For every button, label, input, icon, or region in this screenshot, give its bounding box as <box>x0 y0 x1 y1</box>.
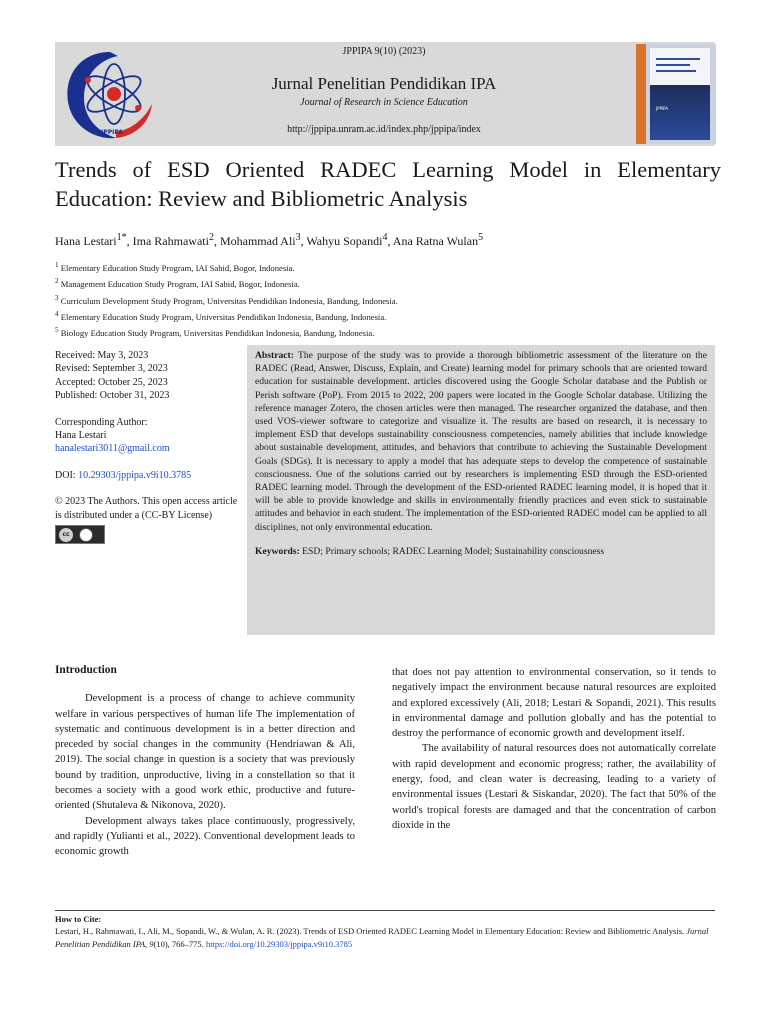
license-text: © 2023 The Authors. This open access article is distributed under a (CC-BY License) <box>55 496 238 521</box>
affiliation: $^3$ Curriculum Development Study Program, Universitas Pendidikan Indonesia, Bandung, Indonesia. <box>55 293 398 306</box>
paragraph: Development is a process of change to achieve community welfare in various perspectives of human life The implementation of systematic and continuous development is in a better direction and preceded by social changes in the community (Hendriawan & Ali, 2019). The social change in question is a society that was previously bound by tradition, unproductive, living in a constellation so that it becomes a society with a good work ethic, productive and future-oriented (Shutaleva & Nikonova, 2020). <box>55 693 355 812</box>
author: Mohammad Ali <box>219 234 296 248</box>
by-icon <box>79 528 93 542</box>
received-date: Received: May 3, 2023 <box>55 350 149 361</box>
author: Ana Ratna Wulan <box>392 234 479 248</box>
cite-text: Lestari, H., Rahmawati, I., Ali, M., Sopandi, W., & Wulan, A. R. (2023). Trends of ESD Oriented RADEC Learning Model in Elementary Education: Review and Bibliometric Analysis. Jurnal Penelitian Pendidikan IPA, 9(10), 766–775. https://doi.org/10.29303/jppipa.v9i10.3785 <box>55 926 709 949</box>
doi-line: DOI: 10.29303/jppipa.v9i10.3785 <box>55 469 192 481</box>
affiliation: $^4$ Elementary Education Study Program, Universitas Pendidikan Indonesia, Bandung, Indonesia. <box>55 309 387 322</box>
corresponding-label: Corresponding Author: <box>55 416 148 428</box>
doi-link[interactable]: 10.29303/jppipa.v9i10.3785 <box>78 469 192 481</box>
author: Hana Lestari <box>55 234 117 248</box>
body-column-right <box>392 665 716 833</box>
paper-title: Trends of ESD Oriented RADEC Learning Model in Elementary Education: Review and Bibliometric Analysis <box>55 157 721 211</box>
journal-volume: JPPIPA 9(10) (2023) <box>342 46 426 57</box>
abstract-box <box>247 345 715 635</box>
author: Ima Rahmawati <box>132 234 209 248</box>
section-heading: Introduction <box>55 664 117 676</box>
cite-label: How to Cite: <box>55 914 102 924</box>
affiliation-list <box>55 259 721 340</box>
email-link[interactable]: hanalestari3011@gmail.com <box>55 443 170 455</box>
affiliation: $^5$ Biology Education Study Program, Universitas Pendidikan Indonesia, Bandung, Indonesia. <box>55 326 375 338</box>
accepted-date: Accepted: October 25, 2023 <box>55 376 168 388</box>
keywords: Keywords: ESD; Primary schools; RADEC Learning Model; Sustainability consciousness <box>255 545 605 557</box>
journal-url[interactable]: http://jppipa.unram.ac.id/index.php/jppipa/index <box>287 124 481 135</box>
affiliation: $^2$ Management Education Study Program, IAI Sahid, Bogor, Indonesia. <box>55 277 300 290</box>
paragraph: that does not pay attention to environmental conservation, so it tends to negatively impact the environment because natural resources are exploited and explored excessively (Ali, 2018; Lestari & Sopandi, 2021). This results in environmental damage and pollution globally and has the potential to destroy the performance of economic growth and development itself. <box>392 667 716 740</box>
logo-caption: JPPIPA <box>101 129 123 136</box>
cc-icon: cc <box>59 528 73 542</box>
cc-by-license-icon[interactable] <box>55 525 105 544</box>
journal-title: Jurnal Penelitian Pendidikan IPA <box>271 74 497 93</box>
paragraph: The availability of natural resources does not automatically correlate with rapid development and economic progress; rather, the availability of energy, food, and clean water is decreasing, leading to a variety of environmental issues (Lestari & Siskandar, 2020). The fact that 50% of the world's tropical forests are damaged and that the concentration of carbon dioxide in the <box>392 743 716 831</box>
corresponding-name: Hana Lestari <box>55 430 107 442</box>
how-to-cite <box>55 913 721 950</box>
cover-label: JPPIPA <box>656 106 669 111</box>
author-list: Hana Lestari$^{1*}$, Ima Rahmawati$^2$, Mohammad Ali$^3$, Wahyu Sopandi$^4$, Ana Ratna Wulan$^5$ <box>55 232 484 248</box>
article-info <box>55 349 245 544</box>
affiliation: $^1$ Elementary Education Study Program, IAI Sahid, Bogor, Indonesia. <box>55 261 295 273</box>
footer-rule <box>55 910 715 911</box>
author: Wahyu Sopandi <box>306 234 383 248</box>
body-column-left <box>55 663 355 860</box>
journal-subtitle: Journal of Research in Science Education <box>300 97 468 108</box>
paragraph: Development always takes place continuously, progressively, and rapidly (Yulianti et al., 2022). Conventional development leads to economic growth <box>55 815 355 858</box>
published-date: Published: October 31, 2023 <box>55 390 170 402</box>
cite-doi-link[interactable]: https://doi.org/10.29303/jppipa.v9i10.3785 <box>205 938 353 949</box>
abstract-text: Abstract: The purpose of the study was to provide a thorough bibliometric assessment of the literature on the RADEC (Read, Answer, Discuss, Explain, and Create) learning model for primary schools that are oriented toward education for sustainable development. articles discovered using the Google Scholar database and the Publish or Perish software (PoP). From 2015 to 2022, 200 papers were located in the Google Scholar database. Utilizing the reference manager Zotero, the chosen articles were then managed. The researcher organized the database, and then used VOS-viewer software to categorize and visualize it. The results are based on research, it is necessary to implement ESD that develops sustainability consciousness competencies, namely abilities that include knowledge about sustainable development, attitudes, and behaviors that contribute to achieving the Sustainable Development Goals (SDGs). It is necessary to apply a model that has adequate steps to develop the competence of sustainable consciousness. One of the solutions carried out by researchers is implementing ESD through the ESD-oriented RADEC learning model. Through the development of the ESD-oriented RADEC learning model, it is hoped that it will be able to provide knowledge and skills in environmentally friendly practices and even stick to sustainable attitudes and behavior in each student. The implementation of the ESD-oriented RADEC model can be applied to all disciplines, not only environmental education. <box>255 350 707 533</box>
revised-date: Revised: September 3, 2023 <box>55 363 168 375</box>
